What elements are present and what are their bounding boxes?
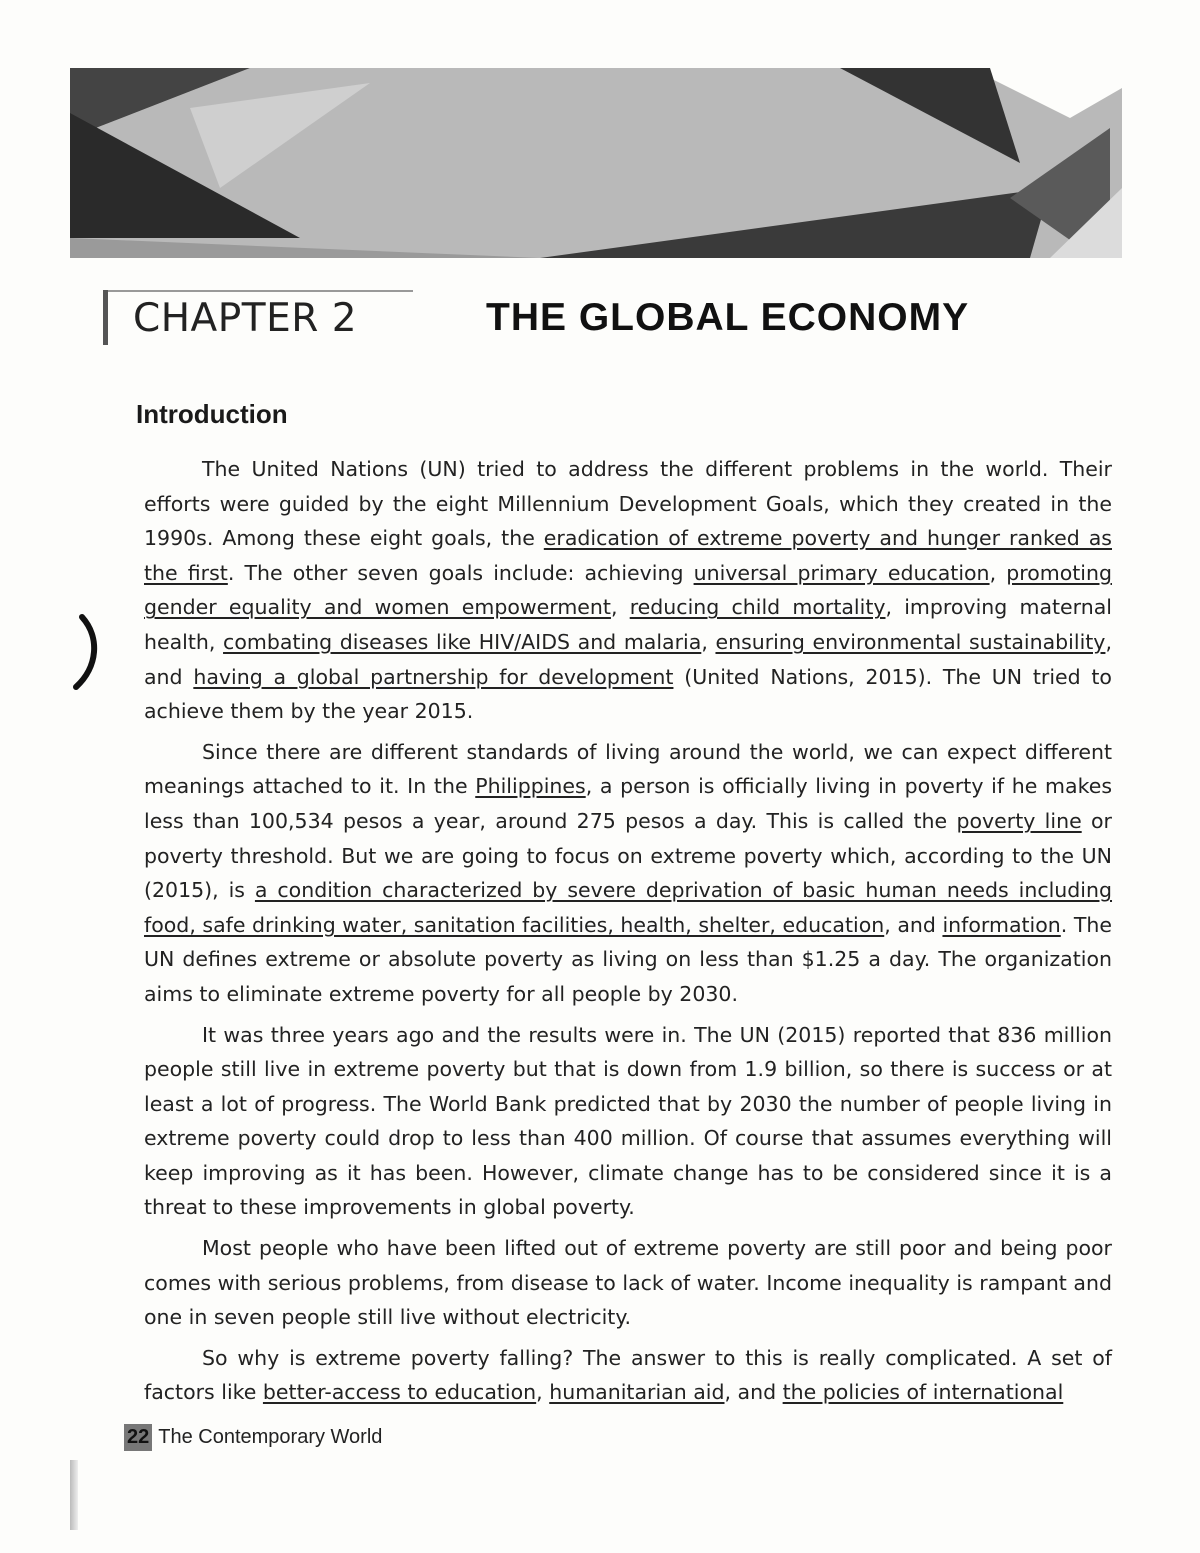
chapter-title: THE GLOBAL ECONOMY	[486, 296, 970, 339]
book-title: The Contemporary World	[158, 1426, 383, 1448]
chapter-marker-rule	[108, 290, 413, 292]
underlined-text: poverty line	[956, 808, 1082, 833]
paragraph-poverty-definition: Since there are different standards of living around the world, we can expect different meanings attached to it. In the Philippines, a person is officially living in poverty if he makes less than 100,534 pesos a year, around 275 pesos a day. This is called the poverty line or poverty threshold. But we are going to focus on extreme poverty which, according to the UN (2015), is a condition characterized by severe deprivation of basic human needs including food, safe drinking water, sanitation facilities, health, shelter, education, and information. The UN defines extreme or absolute poverty as living on less than $1.25 a day. The organization aims to eliminate extreme poverty for all people by 2030.	[144, 739, 1113, 1006]
underlined-text: eradication of extreme poverty and hunger ranked as the first	[144, 526, 1112, 585]
underlined-text: combating diseases like HIV/AIDS and malaria	[223, 629, 702, 654]
body-text	[144, 452, 1112, 1416]
page-number: 22	[124, 1424, 152, 1451]
underlined-text: universal primary education	[693, 560, 990, 585]
chapter-marker-bar	[103, 290, 108, 345]
section-heading: Introduction	[136, 399, 288, 429]
page-footer	[124, 1424, 382, 1451]
underlined-text: information	[942, 912, 1061, 937]
chapter-label: CHAPTER 2	[133, 296, 358, 341]
underlined-text: ensuring environmental sustainability	[715, 629, 1106, 654]
underlined-text: having a global partnership for development	[193, 664, 674, 689]
underlined-text: Philippines	[475, 774, 586, 799]
paragraph-mdg: The United Nations (UN) tried to address the different problems in the world. Their efforts were guided by the eight Millennium Development Goals, which they created in the 1990s. Among these eight goals, the eradication of extreme poverty and hunger ranked as the first. The other seven goals include: achieving universal primary education, promoting gender equality and women empowerment, reducing child mortality, improving maternal health, combating diseases like HIV/AIDS and malaria, ensuring environmental sustainability, and having a global partnership for development (United Nations, 2015). The UN tried to achieve them by the year 2015.	[144, 457, 1112, 724]
paragraph-still-poor: Most people who have been lifted out of extreme poverty are still poor and being poor comes with serious problems, from disease to lack of water. Income inequality is rampant and one in seven people still live without electricity.	[144, 1236, 1112, 1330]
handwritten-margin-mark	[72, 612, 102, 692]
chapter-banner-image	[70, 68, 1122, 293]
paragraph-progress: It was three years ago and the results were in. The UN (2015) reported that 836 million people still live in extreme poverty but that is down from 1.9 billion, so there is success or at least a lot of progress. The World Bank predicted that by 2030 the number of people living in extreme poverty could drop to less than 400 million. Of course that assumes everything will keep improving as it has been. However, climate change has to be considered since it is a threat to these improvements in global poverty.	[144, 1022, 1112, 1220]
underlined-text: promoting gender equality and women empowerment	[144, 560, 1112, 620]
paragraph-why-falling: So why is extreme poverty falling? The answer to this is really complicated. A set of factors like better-access to education, humanitarian aid, and the policies of international	[144, 1345, 1112, 1405]
underlined-text: the policies of international	[782, 1380, 1064, 1405]
underlined-text: a condition characterized by severe deprivation of basic human needs including food, safe drinking water, sanitation facilities, health, shelter, education	[144, 878, 1113, 937]
page-edge-shadow	[70, 1460, 78, 1530]
underlined-text: reducing child mortality	[629, 595, 886, 620]
underlined-text: humanitarian aid	[549, 1380, 725, 1405]
underlined-text: better-access to education	[262, 1380, 537, 1405]
